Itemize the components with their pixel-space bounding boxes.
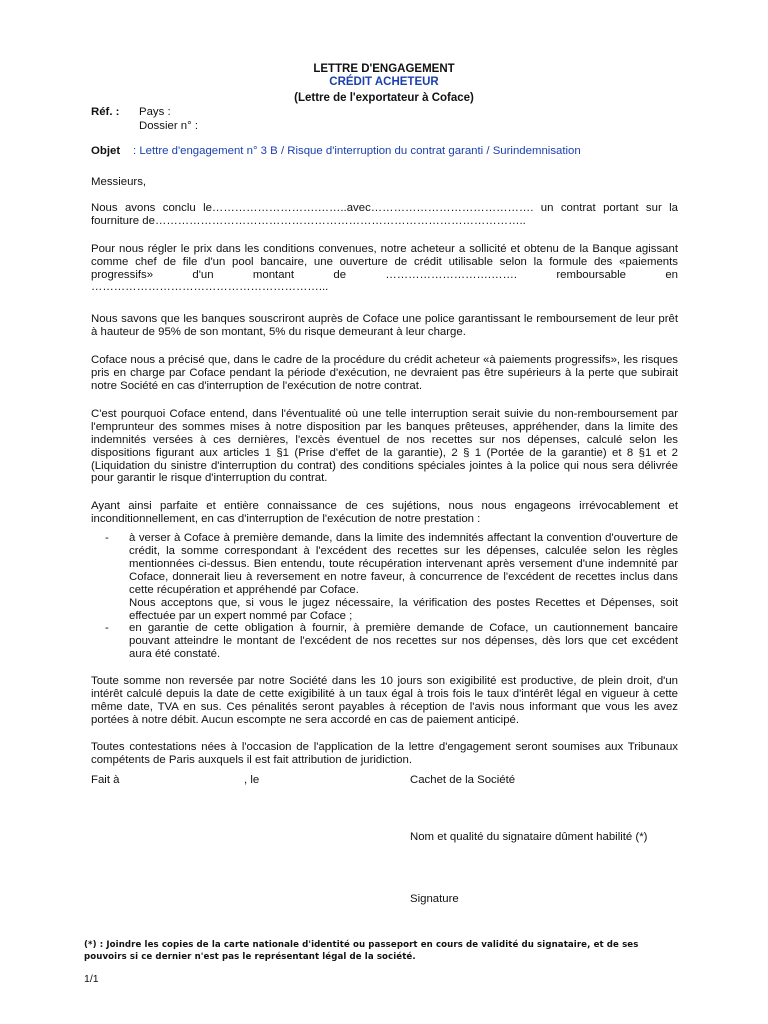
paragraph-engagement: Ayant ainsi parfaite et entière connaissance de ces sujétions, nous nous engageons irrévocablement et inconditionnellement, en cas d'interruption de l'exécution de notre prestation : bbox=[91, 500, 678, 526]
list-item bbox=[91, 622, 678, 661]
list-item-continuation: Nous acceptons que, si vous le jugez nécessaire, la vérification des postes Recettes et Dépenses, soit effectuée par un expert nommé par Coface ; bbox=[129, 596, 678, 622]
page-number: 1/1 bbox=[84, 973, 99, 985]
reference-block bbox=[91, 105, 198, 133]
fait-a-label: Fait à bbox=[91, 774, 120, 786]
paragraph-banks: Nous savons que les banques souscriront auprès de Coface une police garantissant le remboursement de leur prêt à hauteur de 95% de son montant, 5% du risque demeurant à leur charge. bbox=[91, 313, 678, 339]
date-label: , le bbox=[244, 774, 260, 786]
document-subtitle: CRÉDIT ACHETEUR bbox=[329, 76, 439, 88]
objet-line bbox=[91, 144, 581, 158]
paragraph-coface-intent: C'est pourquoi Coface entend, dans l'éventualité où une telle interruption serait suivie du non-remboursement par l'emprunteur des sommes mises à notre disposition par les banques prêteuses, appréhender, dans la limite des indemnités versées à ces dernières, l'excès éventuel de nos recettes sur nos dépenses, calculé selon les dispositions figurant aux articles 1 §1 (Prise d'effet de la garantie), 2 § 1 (Portée de la garantie) et 8 §1 et 2 (Liquidation du sinistre d'interruption du contrat) des conditions spéciales jointes à la police qui nous sera délivrée pour garantir le risque d'interruption du contrat. bbox=[91, 407, 678, 485]
paragraph-coface-risk: Coface nous a précisé que, dans le cadre de la procédure du crédit acheteur «à paiements progressifs», les risques pris en charge par Coface pendant la période d'exécution, ne devraient pas être supérieurs à la perte que subirait notre Société en cas d'interruption de l'exécution de notre contrat. bbox=[91, 354, 678, 392]
paragraph-jurisdiction: Toutes contestations nées à l'occasion de l'application de la lettre d'engagement seront soumises aux Tribunaux compétents de Paris auxquels il est fait attribution de juridiction. bbox=[91, 740, 678, 766]
company-stamp-label: Cachet de la Société bbox=[410, 774, 516, 786]
bullet-text: à verser à Coface à première demande, dans la limite des indemnités affectant la convention d'ouverture de crédit, la somme correspondant à l'excédent des recettes sur les dépenses, calculée selon les règles mentionnées ci-dessus. Bien entendu, toute récupération intervenant après versement d'une indemnité par Coface, donnerait lieu à reversement en notre faveur, à concurrence de l'excédent de recettes inclus dans cette récupération et appréhendé par Coface. bbox=[129, 532, 678, 596]
paragraph-contract: Nous avons conclu le……………………….……..avec……………………………………. un contrat portant sur la fourniture de…………………………………………………………………………………….. bbox=[91, 201, 678, 227]
dossier-field: Dossier n° : bbox=[139, 120, 198, 132]
list-item bbox=[91, 532, 678, 597]
document-title: LETTRE D'ENGAGEMENT bbox=[313, 63, 455, 75]
salutation: Messieurs, bbox=[91, 176, 147, 188]
signatory-name-label: Nom et qualité du signataire dûment habilité (*) bbox=[410, 831, 648, 843]
bullet-text: en garantie de cette obligation à fournir, à première demande de Coface, un cautionnement bancaire pouvant atteindre le montant de l'excédent de nos recettes sur nos dépenses, dès lors que cet excédent aura été constaté. bbox=[129, 622, 678, 661]
objet-text: : Lettre d'engagement n° 3 B / Risque d'interruption du contrat garanti / Surindemnisation bbox=[133, 145, 581, 157]
reference-label: Réf. : bbox=[91, 106, 120, 118]
paragraph-financing: Pour nous régler le prix dans les conditions convenues, notre acheteur a sollicité et obtenu de la Banque agissant comme chef de file d'un pool bancaire, une ouverture de crédit utilisable selon la formule des «paiements progressifs» d'un montant de ……………………….……. remboursable en ……………………………………………………... bbox=[91, 242, 678, 294]
footnote: (*) : Joindre les copies de la carte nationale d'identité ou passeport en cours de validité du signataire, et de ses pouvoirs si ce dernier n'est pas le représentant légal de la société. bbox=[84, 940, 639, 962]
signature-label: Signature bbox=[410, 893, 459, 905]
objet-label: Objet bbox=[91, 145, 121, 157]
pays-field: Pays : bbox=[139, 106, 171, 118]
paragraph-penalties: Toute somme non reversée par notre Société dans les 10 jours son exigibilité est productive, de plein droit, d'un intérêt calculé depuis la date de cette exigibilité à un taux égal à trois fois le taux d'intérêt légal en vigueur à cette même date, TVA en sus. Ces pénalités seront payables à réception de l'avis nous informant que vous les avez portées à notre débit. Aucun escompte ne sera accordé en cas de paiement anticipé. bbox=[91, 675, 678, 726]
letter-body bbox=[91, 176, 678, 780]
engagement-list bbox=[91, 532, 678, 661]
document-parenthetical: (Lettre de l'exportateur à Coface) bbox=[294, 92, 474, 104]
